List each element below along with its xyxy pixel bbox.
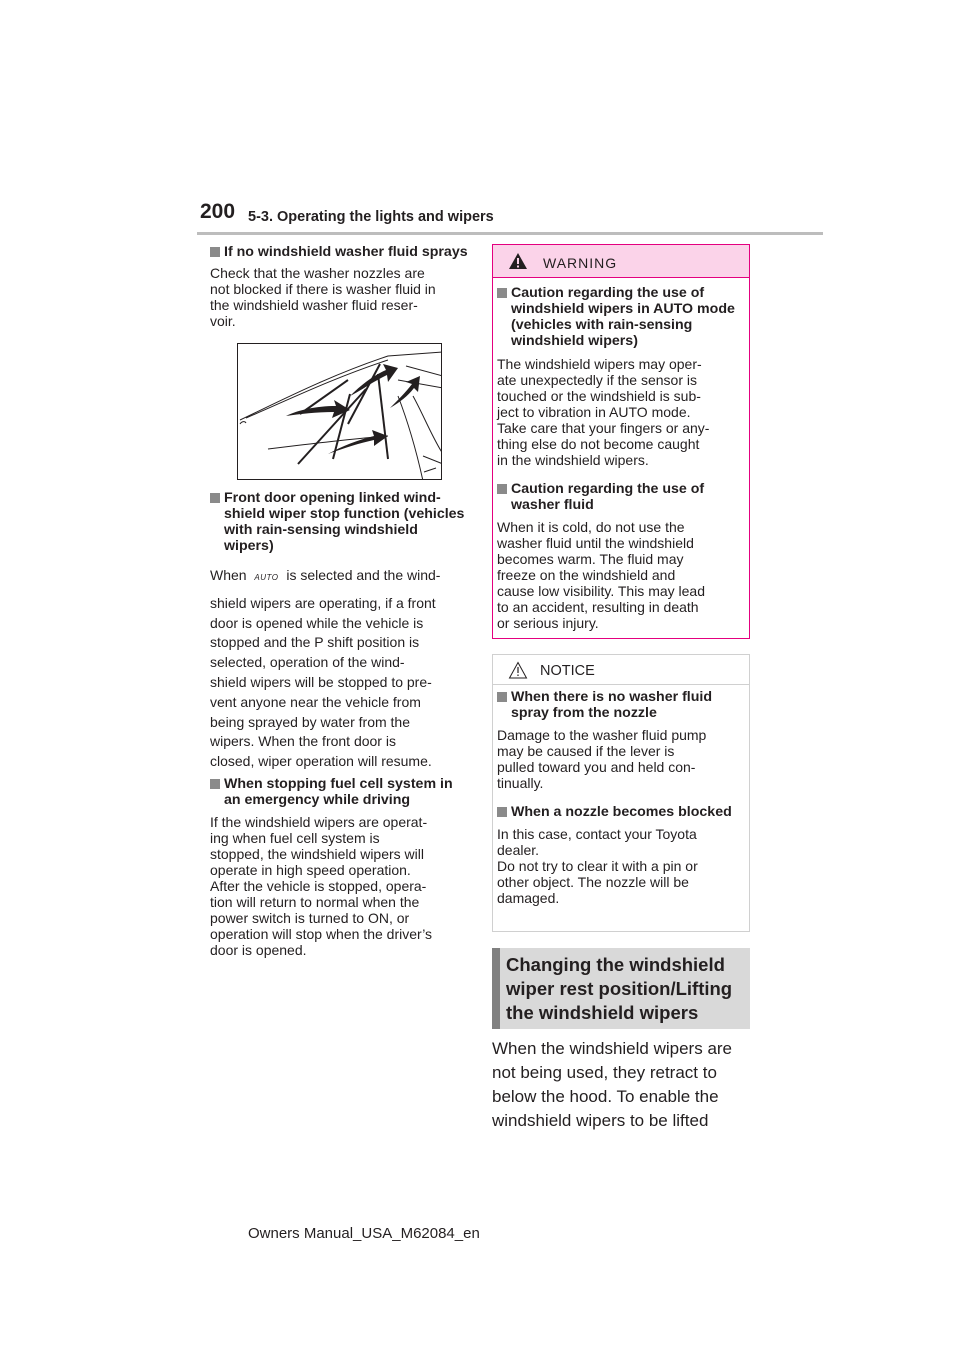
notice-label: NOTICE — [540, 663, 595, 679]
text-line: closed, wiper operation will resume. — [210, 753, 432, 770]
text-line: not blocked if there is washer fluid in — [210, 281, 436, 297]
text-line: damaged. — [497, 890, 560, 906]
para-no-spray — [497, 727, 741, 791]
text-line: to an accident, resulting in death — [497, 599, 699, 615]
square-bullet-icon — [210, 779, 220, 789]
notice-triangle-icon — [508, 661, 528, 679]
text-line: the windshield washer fluid reser- — [210, 297, 418, 313]
page-number: 200 — [200, 200, 236, 223]
notice-box — [492, 654, 750, 932]
text-line: stopped and the P shift position is — [210, 634, 420, 651]
heading-no-spray: When there is no washer fluid spray from the nozzle — [497, 689, 741, 721]
text-line: shield wipers will be stopped to pre- — [210, 673, 432, 690]
text-line: wipers. When the front door is — [210, 733, 396, 750]
text-line: cause low visibility. This may lead — [497, 583, 706, 599]
text-line: touched or the windshield is sub- — [497, 388, 701, 404]
text-line: operation will stop when the driver’s — [210, 925, 433, 942]
text-line: not being used, they retract to — [492, 1063, 717, 1082]
heading-line: wiper rest position/Lifting — [506, 978, 733, 999]
text-line: If the windshield wipers are operat- — [210, 813, 428, 830]
windshield-wiper-illustration — [237, 343, 442, 480]
text-line: ject to vibration in AUTO mode. — [497, 404, 691, 420]
text-line: Damage to the washer fluid pump — [497, 727, 707, 743]
heading-line: the windshield wipers — [506, 1002, 699, 1023]
warning-triangle-icon — [508, 252, 528, 270]
notice-header — [493, 655, 749, 685]
auto-mode-icon: AUTO — [254, 573, 279, 582]
text-line: freeze on the windshield and — [497, 567, 676, 583]
text-line: Check that the washer nozzles are — [210, 265, 425, 281]
text-line: or serious injury. — [497, 615, 599, 631]
square-bullet-icon — [210, 247, 220, 257]
text-line: Do not try to clear it with a pin or — [497, 858, 698, 874]
text-line: below the hood. To enable the — [492, 1087, 719, 1106]
warning-header — [493, 245, 749, 278]
text-line: may be caused if the lever is — [497, 743, 675, 759]
header-rule — [197, 232, 823, 235]
text-line: ing when fuel cell system is — [210, 829, 380, 846]
text-line: tinually. — [497, 775, 544, 791]
text-line: tion will return to normal when the — [210, 893, 420, 910]
text-line: When it is cold, do not use the — [497, 519, 685, 535]
text-line: other object. The nozzle will be — [497, 874, 689, 890]
square-bullet-icon — [497, 288, 507, 298]
heading-nozzle-blocked: When a nozzle becomes blocked — [497, 804, 741, 820]
text-line: The windshield wipers may oper- — [497, 356, 702, 372]
warning-label: WARNING — [543, 255, 618, 271]
para-door-wiper-stop — [210, 566, 468, 772]
text-line: operate in high speed operation. — [210, 861, 411, 878]
warning-box — [492, 244, 750, 639]
section-title: 5-3. Operating the lights and wipers — [248, 209, 494, 225]
text-line: thing else do not become caught — [497, 436, 700, 452]
text-line: power switch is turned to ON, or — [210, 909, 410, 926]
heading-emergency-stop: When stopping fuel cell system in an emergency while driving — [210, 776, 468, 808]
text-line: shield wipers are operating, if a front — [210, 594, 436, 611]
para-nozzle-blocked — [497, 826, 741, 906]
para-caution-auto-mode — [497, 356, 741, 468]
text-line: washer fluid until the windshield — [497, 535, 694, 551]
square-bullet-icon — [497, 807, 507, 817]
text-line: windshield wipers to be lifted — [492, 1111, 709, 1130]
heading-no-washer-fluid: If no windshield washer fluid sprays — [210, 244, 468, 260]
text-line: Take care that your fingers or any- — [497, 420, 710, 436]
footer-manual-id: Owners Manual_USA_M62084_en — [248, 1225, 480, 1242]
text-line: In this case, contact your Toyota — [497, 826, 697, 842]
text-line: in the windshield wipers. — [497, 452, 649, 468]
text-line: pulled toward you and held con- — [497, 759, 696, 775]
text-line: being sprayed by water from the — [210, 713, 410, 730]
text-line: selected, operation of the wind- — [210, 654, 405, 671]
section-heading-wiper-rest-position — [492, 948, 750, 1029]
text-line: dealer. — [497, 842, 540, 858]
para-caution-washer-fluid — [497, 519, 741, 631]
square-bullet-icon — [497, 692, 507, 702]
text-line: ate unexpectedly if the sensor is — [497, 372, 698, 388]
heading-caution-auto-mode: Caution regarding the use of windshield wipers in AUTO mode (vehicles with rain-sensing windshield wipers) — [497, 285, 741, 349]
para-emergency-stop — [210, 814, 468, 958]
text-line: stopped, the windshield wipers will — [210, 845, 424, 862]
text-line: After the vehicle is stopped, opera- — [210, 877, 427, 894]
text-line: door is opened. — [210, 941, 307, 958]
text-line: When the windshield wipers are — [492, 1039, 733, 1058]
para-no-washer-fluid — [210, 265, 468, 329]
heading-line: Changing the windshield — [506, 954, 725, 975]
text-line: door is opened while the vehicle is — [210, 614, 424, 631]
para-wiper-rest-position — [492, 1037, 752, 1133]
text-line: When AUTO is selected and the wind- — [210, 566, 468, 588]
heading-door-wiper-stop: Front door opening linked wind-shield wiper stop function (vehicles with rain-sensing windshield wipers) — [210, 490, 468, 554]
square-bullet-icon — [210, 493, 220, 503]
square-bullet-icon — [497, 484, 507, 494]
text-line: voir. — [210, 313, 236, 329]
left-column — [210, 244, 468, 958]
heading-caution-washer-fluid: Caution regarding the use of washer fluid — [497, 481, 741, 513]
text-line: vent anyone near the vehicle from — [210, 693, 421, 710]
wiper-drawing — [238, 344, 442, 480]
text-line: becomes warm. The fluid may — [497, 551, 684, 567]
